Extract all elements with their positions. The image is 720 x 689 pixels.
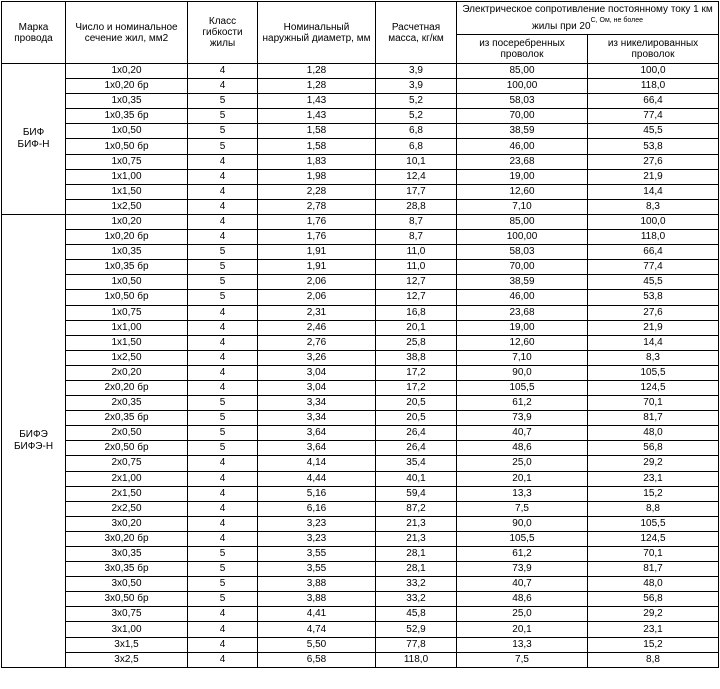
table-row: [2, 652, 719, 667]
mass-cell: 17,2: [376, 365, 457, 380]
mass-cell: 59,4: [376, 486, 457, 501]
table-row: [2, 260, 719, 275]
silver-resistance-cell: 46,00: [457, 139, 588, 154]
table-row: [2, 486, 719, 501]
cores-cell: 1х0,20 бр: [66, 79, 188, 94]
cores-cell: 2х1,00: [66, 471, 188, 486]
header-resistance: [457, 2, 719, 35]
cores-cell: 1х2,50: [66, 350, 188, 365]
silver-resistance-cell: 12,60: [457, 184, 588, 199]
nickel-resistance-cell: 124,5: [588, 531, 719, 546]
mass-cell: 33,2: [376, 577, 457, 592]
silver-resistance-cell: 105,5: [457, 531, 588, 546]
silver-resistance-cell: 25,0: [457, 456, 588, 471]
flex-class-cell: 5: [188, 290, 258, 305]
diameter-cell: 3,34: [258, 396, 376, 411]
silver-resistance-cell: 40,7: [457, 577, 588, 592]
mass-cell: 12,7: [376, 290, 457, 305]
mass-cell: 5,2: [376, 109, 457, 124]
header-resistance-superscript: С, Ом, не более: [590, 17, 643, 24]
cores-cell: 3х1,00: [66, 622, 188, 637]
flex-class-cell: 4: [188, 607, 258, 622]
mass-cell: 11,0: [376, 245, 457, 260]
flex-class-cell: 4: [188, 637, 258, 652]
nickel-resistance-cell: 100,0: [588, 64, 719, 79]
diameter-cell: 3,88: [258, 592, 376, 607]
mass-cell: 20,5: [376, 411, 457, 426]
silver-resistance-cell: 90,0: [457, 516, 588, 531]
table-row: [2, 109, 719, 124]
nickel-resistance-cell: 14,4: [588, 335, 719, 350]
flex-class-cell: 4: [188, 79, 258, 94]
cores-cell: 2х0,50 бр: [66, 441, 188, 456]
diameter-cell: 4,14: [258, 456, 376, 471]
diameter-cell: 3,23: [258, 531, 376, 546]
flex-class-cell: 5: [188, 411, 258, 426]
silver-resistance-cell: 20,1: [457, 622, 588, 637]
silver-resistance-cell: 70,00: [457, 260, 588, 275]
flex-class-cell: 5: [188, 396, 258, 411]
flex-class-cell: 5: [188, 245, 258, 260]
table-row: [2, 471, 719, 486]
mass-cell: 11,0: [376, 260, 457, 275]
mark-cell: [2, 214, 66, 667]
cores-cell: 1х0,35: [66, 94, 188, 109]
cores-cell: 3х0,20 бр: [66, 531, 188, 546]
nickel-resistance-cell: 53,8: [588, 290, 719, 305]
flex-class-cell: 5: [188, 139, 258, 154]
flex-class-cell: 4: [188, 64, 258, 79]
diameter-cell: 2,46: [258, 320, 376, 335]
nickel-resistance-cell: 27,6: [588, 305, 719, 320]
flex-class-cell: 4: [188, 501, 258, 516]
mass-cell: 52,9: [376, 622, 457, 637]
cores-cell: 2х0,20: [66, 365, 188, 380]
cores-cell: 2х1,50: [66, 486, 188, 501]
table-row: [2, 380, 719, 395]
header-cores: Число и номинальное сечение жил, мм2: [66, 2, 188, 64]
table-row: [2, 562, 719, 577]
table-row: [2, 411, 719, 426]
silver-resistance-cell: 73,9: [457, 562, 588, 577]
mass-cell: 3,9: [376, 79, 457, 94]
table-row: [2, 79, 719, 94]
diameter-cell: 1,43: [258, 109, 376, 124]
nickel-resistance-cell: 27,6: [588, 154, 719, 169]
cores-cell: 1х0,20: [66, 64, 188, 79]
silver-resistance-cell: 100,00: [457, 230, 588, 245]
silver-resistance-cell: 13,3: [457, 637, 588, 652]
mass-cell: 40,1: [376, 471, 457, 486]
diameter-cell: 1,28: [258, 64, 376, 79]
nickel-resistance-cell: 70,1: [588, 396, 719, 411]
table-row: [2, 396, 719, 411]
cores-cell: 1х0,20 бр: [66, 230, 188, 245]
table-row: [2, 230, 719, 245]
mass-cell: 77,8: [376, 637, 457, 652]
nickel-resistance-cell: 15,2: [588, 486, 719, 501]
table-row: [2, 607, 719, 622]
mass-cell: 20,1: [376, 320, 457, 335]
diameter-cell: 4,44: [258, 471, 376, 486]
nickel-resistance-cell: 66,4: [588, 245, 719, 260]
diameter-cell: 3,64: [258, 426, 376, 441]
table-row: [2, 64, 719, 79]
diameter-cell: 1,43: [258, 94, 376, 109]
mass-cell: 33,2: [376, 592, 457, 607]
flex-class-cell: 4: [188, 531, 258, 546]
flex-class-cell: 4: [188, 305, 258, 320]
flex-class-cell: 5: [188, 124, 258, 139]
flex-class-cell: 4: [188, 350, 258, 365]
cores-cell: 1х0,20: [66, 214, 188, 229]
mass-cell: 8,7: [376, 230, 457, 245]
nickel-resistance-cell: 70,1: [588, 547, 719, 562]
silver-resistance-cell: 23,68: [457, 154, 588, 169]
diameter-cell: 1,91: [258, 245, 376, 260]
header-flex-class: Класс гибкости жилы: [188, 2, 258, 64]
table-row: [2, 622, 719, 637]
diameter-cell: 6,58: [258, 652, 376, 667]
diameter-cell: 5,16: [258, 486, 376, 501]
flex-class-cell: 4: [188, 169, 258, 184]
mass-cell: 10,1: [376, 154, 457, 169]
diameter-cell: 3,55: [258, 547, 376, 562]
cores-cell: 2х0,50: [66, 426, 188, 441]
table-row: [2, 577, 719, 592]
diameter-cell: 1,91: [258, 260, 376, 275]
mass-cell: 12,7: [376, 275, 457, 290]
mark-name: БИФЭ: [19, 428, 48, 440]
silver-resistance-cell: 61,2: [457, 396, 588, 411]
flex-class-cell: 4: [188, 154, 258, 169]
flex-class-cell: 4: [188, 365, 258, 380]
flex-class-cell: 5: [188, 94, 258, 109]
nickel-resistance-cell: 23,1: [588, 471, 719, 486]
flex-class-cell: 5: [188, 426, 258, 441]
flex-class-cell: 5: [188, 109, 258, 124]
nickel-resistance-cell: 8,8: [588, 652, 719, 667]
cores-cell: 1х0,35 бр: [66, 260, 188, 275]
diameter-cell: 1,76: [258, 230, 376, 245]
table-row: [2, 516, 719, 531]
diameter-cell: 3,04: [258, 380, 376, 395]
flex-class-cell: 5: [188, 562, 258, 577]
cores-cell: 1х0,75: [66, 154, 188, 169]
flex-class-cell: 4: [188, 471, 258, 486]
nickel-resistance-cell: 118,0: [588, 230, 719, 245]
table-row: [2, 426, 719, 441]
mass-cell: 118,0: [376, 652, 457, 667]
nickel-resistance-cell: 45,5: [588, 124, 719, 139]
nickel-resistance-cell: 14,4: [588, 184, 719, 199]
table-row: [2, 124, 719, 139]
table-row: [2, 350, 719, 365]
nickel-resistance-cell: 105,5: [588, 516, 719, 531]
cores-cell: 3х0,50: [66, 577, 188, 592]
silver-resistance-cell: 7,5: [457, 501, 588, 516]
table-row: [2, 245, 719, 260]
nickel-resistance-cell: 56,8: [588, 441, 719, 456]
silver-resistance-cell: 7,10: [457, 199, 588, 214]
diameter-cell: 2,31: [258, 305, 376, 320]
mark-name-variant: БИФЭ-Н: [13, 440, 54, 452]
diameter-cell: 2,06: [258, 275, 376, 290]
mass-cell: 25,8: [376, 335, 457, 350]
table-row: [2, 275, 719, 290]
cores-cell: 1х0,50: [66, 124, 188, 139]
silver-resistance-cell: 38,59: [457, 275, 588, 290]
nickel-resistance-cell: 77,4: [588, 109, 719, 124]
diameter-cell: 2,78: [258, 199, 376, 214]
mass-cell: 16,8: [376, 305, 457, 320]
mass-cell: 17,2: [376, 380, 457, 395]
table-row: [2, 214, 719, 229]
flex-class-cell: 4: [188, 380, 258, 395]
table-row: [2, 547, 719, 562]
silver-resistance-cell: 58,03: [457, 94, 588, 109]
wire-spec-table: [1, 1, 719, 668]
nickel-resistance-cell: 23,1: [588, 622, 719, 637]
table-header: [2, 2, 719, 64]
mass-cell: 28,1: [376, 562, 457, 577]
nickel-resistance-cell: 21,9: [588, 169, 719, 184]
cores-cell: 1х0,35: [66, 245, 188, 260]
cores-cell: 1х1,00: [66, 320, 188, 335]
silver-resistance-cell: 85,00: [457, 64, 588, 79]
cores-cell: 2х0,35: [66, 396, 188, 411]
nickel-resistance-cell: 29,2: [588, 607, 719, 622]
diameter-cell: 3,34: [258, 411, 376, 426]
header-resistance-text: Электрическое сопротивление постоянному току 1 км жилы при 20: [462, 4, 713, 32]
cores-cell: 3х1,5: [66, 637, 188, 652]
mass-cell: 87,2: [376, 501, 457, 516]
flex-class-cell: 4: [188, 335, 258, 350]
silver-resistance-cell: 90,0: [457, 365, 588, 380]
diameter-cell: 3,88: [258, 577, 376, 592]
nickel-resistance-cell: 48,0: [588, 426, 719, 441]
nickel-resistance-cell: 8,8: [588, 501, 719, 516]
mass-cell: 17,7: [376, 184, 457, 199]
cores-cell: 3х2,5: [66, 652, 188, 667]
table-row: [2, 592, 719, 607]
cores-cell: 2х0,35 бр: [66, 411, 188, 426]
diameter-cell: 3,26: [258, 350, 376, 365]
header-silver: из посеребренных проволок: [457, 35, 588, 64]
flex-class-cell: 4: [188, 184, 258, 199]
table-row: [2, 290, 719, 305]
flex-class-cell: 4: [188, 486, 258, 501]
flex-class-cell: 4: [188, 456, 258, 471]
diameter-cell: 2,76: [258, 335, 376, 350]
silver-resistance-cell: 58,03: [457, 245, 588, 260]
diameter-cell: 2,28: [258, 184, 376, 199]
nickel-resistance-cell: 8,3: [588, 199, 719, 214]
cores-cell: 1х0,50 бр: [66, 290, 188, 305]
mass-cell: 5,2: [376, 94, 457, 109]
mass-cell: 21,3: [376, 531, 457, 546]
cores-cell: 1х1,50: [66, 335, 188, 350]
cores-cell: 3х0,75: [66, 607, 188, 622]
table-row: [2, 531, 719, 546]
silver-resistance-cell: 13,3: [457, 486, 588, 501]
diameter-cell: 1,76: [258, 214, 376, 229]
mass-cell: 3,9: [376, 64, 457, 79]
silver-resistance-cell: 38,59: [457, 124, 588, 139]
flex-class-cell: 5: [188, 441, 258, 456]
table-row: [2, 154, 719, 169]
flex-class-cell: 4: [188, 230, 258, 245]
silver-resistance-cell: 46,00: [457, 290, 588, 305]
mark-name: БИФ: [22, 126, 45, 138]
header-mass: Расчетная масса, кг/км: [376, 2, 457, 64]
flex-class-cell: 5: [188, 592, 258, 607]
mass-cell: 8,7: [376, 214, 457, 229]
silver-resistance-cell: 73,9: [457, 411, 588, 426]
cores-cell: 1х1,50: [66, 184, 188, 199]
cores-cell: 1х0,50 бр: [66, 139, 188, 154]
table-body: [2, 64, 719, 668]
silver-resistance-cell: 61,2: [457, 547, 588, 562]
diameter-cell: 3,64: [258, 441, 376, 456]
nickel-resistance-cell: 48,0: [588, 577, 719, 592]
cores-cell: 1х0,50: [66, 275, 188, 290]
table-row: [2, 184, 719, 199]
diameter-cell: 1,28: [258, 79, 376, 94]
nickel-resistance-cell: 77,4: [588, 260, 719, 275]
diameter-cell: 3,04: [258, 365, 376, 380]
table-row: [2, 94, 719, 109]
table-row: [2, 456, 719, 471]
mass-cell: 6,8: [376, 139, 457, 154]
cores-cell: 2х0,20 бр: [66, 380, 188, 395]
diameter-cell: 6,16: [258, 501, 376, 516]
nickel-resistance-cell: 53,8: [588, 139, 719, 154]
diameter-cell: 3,23: [258, 516, 376, 531]
nickel-resistance-cell: 81,7: [588, 411, 719, 426]
mass-cell: 26,4: [376, 426, 457, 441]
silver-resistance-cell: 7,10: [457, 350, 588, 365]
table-row: [2, 169, 719, 184]
diameter-cell: 3,55: [258, 562, 376, 577]
nickel-resistance-cell: 124,5: [588, 380, 719, 395]
cores-cell: 3х0,35: [66, 547, 188, 562]
silver-resistance-cell: 19,00: [457, 169, 588, 184]
table-row: [2, 637, 719, 652]
mass-cell: 35,4: [376, 456, 457, 471]
mass-cell: 6,8: [376, 124, 457, 139]
cores-cell: 1х0,35 бр: [66, 109, 188, 124]
nickel-resistance-cell: 56,8: [588, 592, 719, 607]
flex-class-cell: 5: [188, 547, 258, 562]
diameter-cell: 4,74: [258, 622, 376, 637]
silver-resistance-cell: 48,6: [457, 441, 588, 456]
silver-resistance-cell: 100,00: [457, 79, 588, 94]
nickel-resistance-cell: 118,0: [588, 79, 719, 94]
mass-cell: 28,8: [376, 199, 457, 214]
silver-resistance-cell: 25,0: [457, 607, 588, 622]
mass-cell: 26,4: [376, 441, 457, 456]
diameter-cell: 1,58: [258, 124, 376, 139]
flex-class-cell: 4: [188, 320, 258, 335]
nickel-resistance-cell: 21,9: [588, 320, 719, 335]
flex-class-cell: 5: [188, 275, 258, 290]
silver-resistance-cell: 7,5: [457, 652, 588, 667]
mark-cell: [2, 64, 66, 215]
nickel-resistance-cell: 81,7: [588, 562, 719, 577]
nickel-resistance-cell: 66,4: [588, 94, 719, 109]
flex-class-cell: 4: [188, 652, 258, 667]
table-row: [2, 199, 719, 214]
nickel-resistance-cell: 29,2: [588, 456, 719, 471]
silver-resistance-cell: 48,6: [457, 592, 588, 607]
cores-cell: 3х0,50 бр: [66, 592, 188, 607]
diameter-cell: 4,41: [258, 607, 376, 622]
cores-cell: 1х2,50: [66, 199, 188, 214]
cores-cell: 1х0,75: [66, 305, 188, 320]
mass-cell: 12,4: [376, 169, 457, 184]
flex-class-cell: 4: [188, 516, 258, 531]
silver-resistance-cell: 105,5: [457, 380, 588, 395]
silver-resistance-cell: 20,1: [457, 471, 588, 486]
mass-cell: 20,5: [376, 396, 457, 411]
flex-class-cell: 4: [188, 199, 258, 214]
table-row: [2, 335, 719, 350]
diameter-cell: 5,50: [258, 637, 376, 652]
table-row: [2, 501, 719, 516]
cores-cell: 2х2,50: [66, 501, 188, 516]
header-diameter: Номинальный наружный диаметр, мм: [258, 2, 376, 64]
silver-resistance-cell: 70,00: [457, 109, 588, 124]
nickel-resistance-cell: 100,0: [588, 214, 719, 229]
cores-cell: 3х0,35 бр: [66, 562, 188, 577]
header-mark: Марка провода: [2, 2, 66, 64]
diameter-cell: 1,83: [258, 154, 376, 169]
silver-resistance-cell: 40,7: [457, 426, 588, 441]
flex-class-cell: 4: [188, 214, 258, 229]
diameter-cell: 2,06: [258, 290, 376, 305]
cores-cell: 2х0,75: [66, 456, 188, 471]
nickel-resistance-cell: 105,5: [588, 365, 719, 380]
cores-cell: 3х0,20: [66, 516, 188, 531]
nickel-resistance-cell: 15,2: [588, 637, 719, 652]
table-row: [2, 441, 719, 456]
nickel-resistance-cell: 8,3: [588, 350, 719, 365]
mass-cell: 38,8: [376, 350, 457, 365]
diameter-cell: 1,98: [258, 169, 376, 184]
diameter-cell: 1,58: [258, 139, 376, 154]
table-row: [2, 320, 719, 335]
table-row: [2, 305, 719, 320]
mass-cell: 28,1: [376, 547, 457, 562]
silver-resistance-cell: 19,00: [457, 320, 588, 335]
flex-class-cell: 5: [188, 260, 258, 275]
nickel-resistance-cell: 45,5: [588, 275, 719, 290]
flex-class-cell: 5: [188, 577, 258, 592]
silver-resistance-cell: 85,00: [457, 214, 588, 229]
flex-class-cell: 4: [188, 622, 258, 637]
table-row: [2, 139, 719, 154]
mark-name-variant: БИФ-Н: [17, 138, 50, 150]
cores-cell: 1х1,00: [66, 169, 188, 184]
table-row: [2, 365, 719, 380]
header-nickel: из никелированных проволок: [588, 35, 719, 64]
mass-cell: 45,8: [376, 607, 457, 622]
silver-resistance-cell: 12,60: [457, 335, 588, 350]
silver-resistance-cell: 23,68: [457, 305, 588, 320]
mass-cell: 21,3: [376, 516, 457, 531]
